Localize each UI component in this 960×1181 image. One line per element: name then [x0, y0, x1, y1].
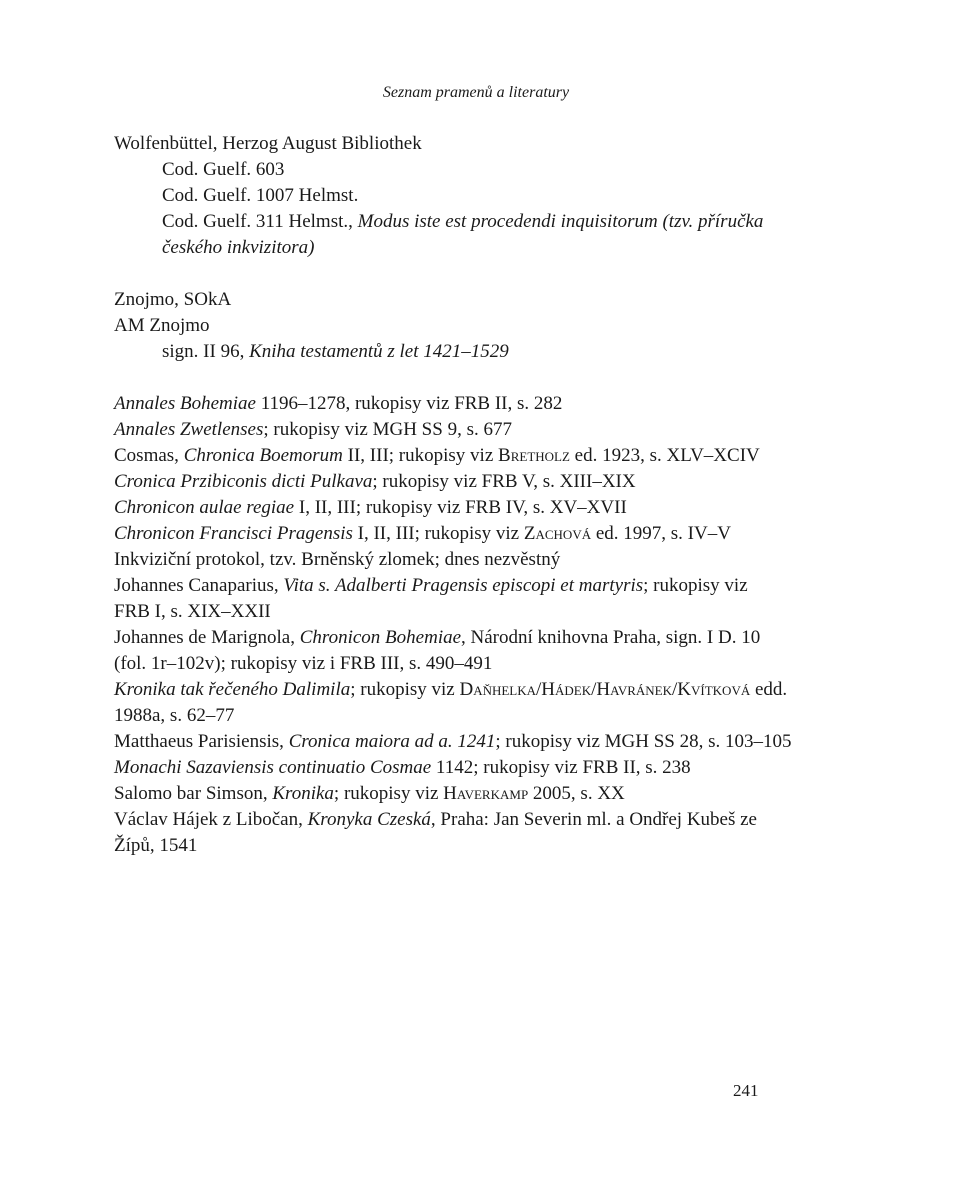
source-text: II, III; rukopisy viz: [342, 445, 499, 466]
source-entry: [114, 417, 844, 443]
source-title: Cronica maiora ad a. 1241: [288, 731, 496, 752]
source-title: Chronicon Bohemiae: [299, 627, 462, 648]
source-author: Salomo bar Simson,: [114, 783, 273, 804]
source-title: Annales Bohemiae: [114, 393, 256, 414]
source-entry: [114, 755, 844, 781]
manuscript-shelfmark: sign. II 96,: [162, 341, 250, 362]
source-text: (fol. 1r–102v); rukopisy viz i FRB III, s. 490–491: [114, 653, 493, 674]
source-entry: [114, 807, 844, 859]
manuscript-item: [114, 339, 844, 365]
manuscript-title: Kniha testamentů z let 1421–1529: [249, 341, 509, 362]
manuscript-item: Cod. Guelf. 1007 Helmst.: [162, 185, 359, 206]
manuscript-title: Modus iste est procedendi inquisitorum (tzv. příručka: [357, 211, 764, 232]
source-title: Chronica Boemorum: [183, 445, 343, 466]
source-text: ; rukopisy viz MGH SS 9, s. 677: [263, 419, 512, 440]
source-text: ed. 1923, s. XLV–XCIV: [569, 445, 760, 466]
source-text: ; rukopisy viz: [350, 679, 460, 700]
source-author: Johannes de Marignola,: [114, 627, 300, 648]
manuscript-item-continuation: [114, 235, 844, 261]
source-text: , Praha: Jan Severin ml. a Ondřej Kubeš ze: [430, 809, 757, 830]
source-title: Kronika tak řečeného Dalimila: [114, 679, 351, 700]
source-title: Annales Zwetlenses: [114, 419, 264, 440]
editor-name: Zachová: [523, 523, 592, 544]
spacer: [114, 365, 844, 391]
entry-line: [114, 625, 844, 651]
bibliography-list: [114, 131, 844, 859]
source-text: Žípů, 1541: [114, 835, 198, 856]
source-text: ed. 1997, s. IV–V: [591, 523, 731, 544]
source-text: ; rukopisy viz: [333, 783, 444, 804]
page-number: 241: [733, 1081, 759, 1100]
entry-line: [114, 599, 844, 625]
editor-name: Haverkamp: [443, 783, 529, 804]
source-entry: [114, 547, 844, 573]
entry-line: [114, 833, 844, 859]
source-text: I, II, III; rukopisy viz: [352, 523, 524, 544]
editor-name: Bretholz: [498, 445, 570, 466]
source-author: Johannes Canaparius,: [114, 575, 284, 596]
manuscript-title: českého inkvizitora): [162, 237, 315, 258]
source-text: 1196–1278, rukopisy viz FRB II, s. 282: [255, 393, 563, 414]
manuscript-item: Cod. Guelf. 603: [162, 159, 285, 180]
source-text: ; rukopisy viz FRB V, s. XIII–XIX: [372, 471, 636, 492]
source-text: I, II, III; rukopisy viz FRB IV, s. XV–XVII: [294, 497, 627, 518]
running-head: Seznam pramenů a literatury: [382, 84, 570, 101]
source-text: edd.: [750, 679, 788, 700]
archive-heading-znojmo: Znojmo, SOkA: [114, 289, 232, 310]
source-title: Cronica Przibiconis dicti Pulkava: [114, 471, 373, 492]
source-text: 1142; rukopisy viz FRB II, s. 238: [431, 757, 691, 778]
source-title: Kronyka Czeská: [307, 809, 431, 830]
source-entry: [114, 781, 844, 807]
source-title: Monachi Sazaviensis continuatio Cosmae: [114, 757, 432, 778]
source-entry: [114, 443, 844, 469]
source-entry: [114, 573, 844, 625]
source-entry: [114, 729, 844, 755]
source-text: 2005, s. XX: [528, 783, 625, 804]
archive-heading-wolfenbuttel: Wolfenbüttel, Herzog August Bibliothek: [114, 133, 422, 154]
manuscript-item: [114, 209, 844, 235]
source-title: Chronicon Francisci Pragensis: [114, 523, 353, 544]
entry-line: [114, 651, 844, 677]
source-entry: [114, 677, 844, 729]
entry-line: [114, 807, 844, 833]
source-entry: [114, 391, 844, 417]
source-text: ; rukopisy viz MGH SS 28, s. 103–105: [495, 731, 792, 752]
editor-name: Daňhelka/Hádek/Havránek/Kvítková: [459, 679, 751, 700]
source-text: ; rukopisy viz: [643, 575, 748, 596]
source-text: , Národní knihovna Praha, sign. I D. 10: [461, 627, 761, 648]
source-text: Inkviziční protokol, tzv. Brněnský zlomek; dnes nezvěstný: [114, 549, 561, 570]
entry-line: [114, 677, 844, 703]
manuscript-shelfmark: Cod. Guelf. 311 Helmst.,: [162, 211, 358, 232]
spacer: [114, 261, 844, 287]
source-author: Matthaeus Parisiensis,: [114, 731, 289, 752]
source-text: FRB I, s. XIX–XXII: [114, 601, 271, 622]
source-title: Chronicon aulae regiae: [114, 497, 295, 518]
source-text: 1988a, s. 62–77: [114, 705, 235, 726]
source-entry: [114, 625, 844, 677]
source-author: Cosmas,: [114, 445, 184, 466]
entry-line: [114, 573, 844, 599]
archive-subheading: AM Znojmo: [114, 315, 210, 336]
source-entry: [114, 521, 844, 547]
source-title: Kronika: [272, 783, 334, 804]
source-entry: [114, 469, 844, 495]
source-entry: [114, 495, 844, 521]
source-author: Václav Hájek z Libočan,: [114, 809, 308, 830]
entry-line: [114, 703, 844, 729]
source-title: Vita s. Adalberti Pragensis episcopi et martyris: [283, 575, 644, 596]
